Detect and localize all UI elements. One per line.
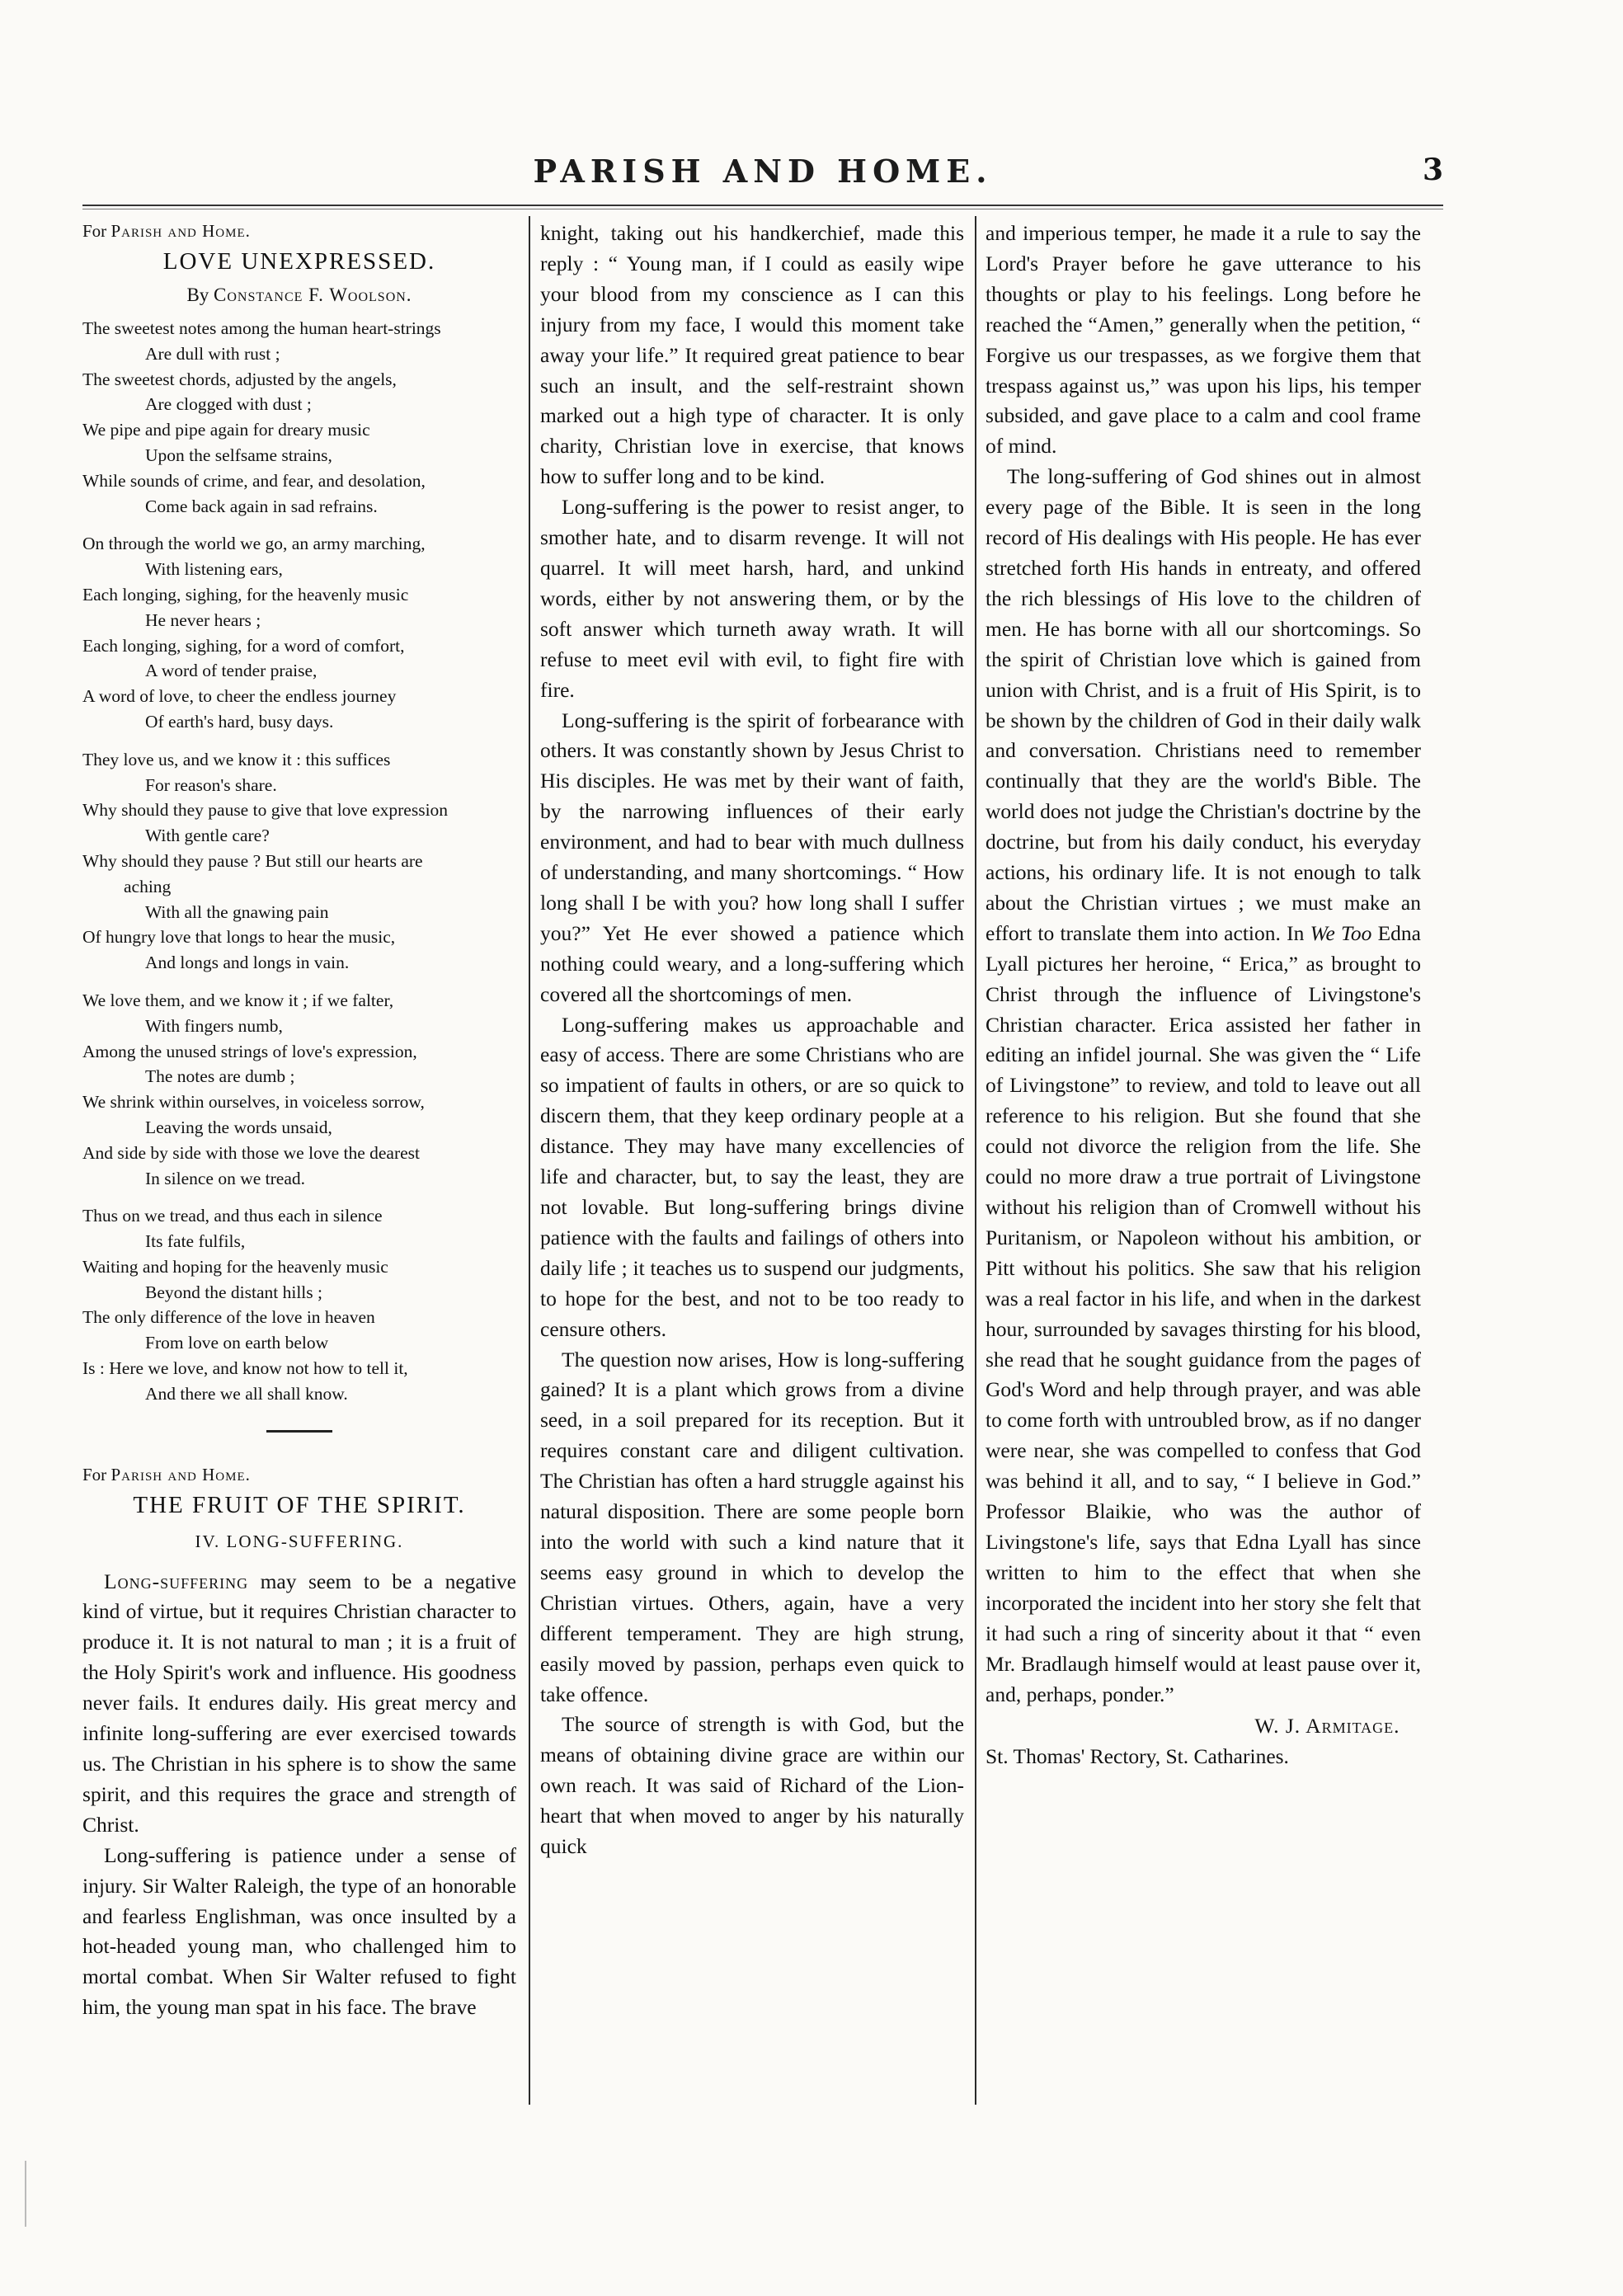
poem-byline (82, 283, 516, 308)
author-location: St. Thomas' Rectory, St. Catharines. (986, 1744, 1289, 1769)
article-paragraph: Long-suffering is patience under a sense of injury. Sir Walter Raleigh, the type of an honorable and fearless Englishman, was once insulted by a hot-headed young man, who challenged him to mortal combat. When Sir Walter refused to fight him, the young man spat in his face. The brave (82, 1842, 516, 2020)
article-paragraph: Long-suffering makes us approachable and easy of access. There are some Christians who are so impatient of faults in others, or are so quick to discern them, that they keep ordinary people at a distance. They may have many excellencies of life and character, but, to say the least, they are not lovable. But long-suffering brings divine patience with the faults and failings of others into daily life ; it teaches us to suspend our judgments, to hope for the best, and not to be too ready to censure others. (540, 1012, 964, 1341)
opening-word: Long-suffering (104, 1569, 249, 1593)
poem-line: The sweetest notes among the human heart-strings (82, 318, 441, 338)
poem-line: Each longing, sighing, for a word of comfort, (82, 635, 405, 656)
poem-line: Waiting and hoping for the heavenly music (82, 1256, 388, 1277)
section-divider (266, 1430, 332, 1433)
poem-line: On through the world we go, an army marching, (82, 534, 426, 554)
poem-line: For reason's share. (145, 774, 277, 795)
page-header (82, 153, 1443, 194)
poem-line: We love them, and we know it ; if we falter, (82, 990, 394, 1010)
article-source-prefix: For (82, 1464, 107, 1484)
poem-line: A word of love, to cheer the endless journey (82, 686, 397, 707)
author-signature (986, 1711, 1421, 1742)
paragraph-text: The long-suffering of God shines out in almost every page of the Bible. It is seen in the long record of His dealings with His people. He has ever stretched forth His hands in entreaty, and offered the rich blessings of His love to the children of men. He has borne with all our shortcomings. So the spirit of Christian love which is gained from union with Christ, and is a fruit of His Spirit, is to be shown by the children of God in their daily walk and conversation. Christians need to remember continually that they are the world's Bible. The world does not judge the Christian's doctrine by the doctrine, but from his daily conduct, his everyday actions, his ordinary life. It is not enough to talk about the Christian virtues ; we must make an effort to translate them into action. In (986, 464, 1421, 945)
poem-line: A word of tender praise, (145, 661, 318, 681)
article-paragraph: Long-suffering is the spirit of forbearance with others. It was constantly shown by Jesus Christ to His disciples. He was met by their want of faith, by the narrowing influences of their early environment, and had to bear with much dullness of understanding, and many shortcomings. “ How long shall I be with you? how long shall I suffer you?” Yet He ever showed a patience which nothing could weary, and a long-suffering which covered all the shortcomings of men. (540, 708, 964, 1006)
poem-line: Come back again in sad refrains. (145, 496, 378, 516)
poem-byline-prefix: By (186, 285, 209, 305)
author-name: W. J. Armitage. (1254, 1714, 1400, 1738)
poem-line: Of hungry love that longs to hear the music, (82, 927, 396, 948)
article-source (82, 1462, 516, 1487)
article-paragraph: knight, taking out his handkerchief, made this reply : “ Young man, if I could as easily wipe your blood from my conscience as I can this injury from my face, I would this moment take away your life.” It required great patience to bear such an insult, and the self-restraint shown marked out a high type of character. It is only charity, Christian love in exercise, that knows how to suffer long and to be kind. (540, 221, 964, 489)
poem-source-prefix: For (82, 221, 107, 241)
poem-stanza-2 (82, 531, 516, 734)
poem-line: From love on earth below (145, 1333, 329, 1353)
poem-source-name: Parish and Home. (111, 221, 251, 241)
poem-line: He never hears ; (145, 609, 261, 630)
column-divider-1 (529, 216, 530, 2105)
poem-line: Upon the selfsame strains, (145, 445, 332, 465)
poem-line: And side by side with those we love the dearest (82, 1142, 421, 1163)
poem-line: We pipe and pipe again for dreary music (82, 420, 370, 440)
poem-line: Leaving the words unsaid, (145, 1117, 332, 1137)
article-paragraph: The source of strength is with God, but the means of obtaining divine grace are within our own reach. It was said of Richard of the Lion-heart that when moved to anger by his naturally quick (540, 1712, 964, 1859)
poem-line: Each longing, sighing, for the heavenly music (82, 584, 409, 605)
poem-line: And longs and longs in vain. (145, 953, 350, 973)
column-2 (540, 219, 964, 1862)
poem-line: They love us, and we know it : this suffices (82, 749, 391, 769)
poem-line: Why should they pause to give that love expression (82, 800, 449, 821)
poem-author: Constance F. Woolson. (214, 285, 412, 305)
poem-stanza-5 (82, 1203, 516, 1406)
poem-line: In silence on we tread. (145, 1168, 306, 1188)
header-rule (82, 205, 1443, 209)
paragraph-text: Edna Lyall pictures her heroine, “ Erica,” as brought to Christ through the influence of Livingstone's Christian character. Erica assisted her father in editing an infidel journal. She was given the “ Life of Livingstone” to review, and told to leave out all reference to his religion. But she found that she could not divorce the religion from the life. She could no more draw a true portrait of Livingstone without his religion than of Cromwell without his Puritanism, or Napoleon without his ambition, or Pitt without his politics. She saw that his religion was a real factor in his life, and when in the darkest hour, surrounded by savages thirsting for his blood, she read that he sought guidance from the pages of God's Word and help through prayer, and was able to come forth with untroubled brow, as if no danger were near, she was compelled to confess that God was behind it all, and to say, “ I believe in God.” Professor Blaikie, who was the author of Livingstone's life, says that Edna Lyall has since written to him to the effect that when she incorporated the incident into her story she felt that it had such a ring of sincerity about it that “ even Mr. Bradlaugh himself would at least pause over it, and, perhaps, ponder.” (986, 920, 1421, 1706)
poem-line: And there we all shall know. (145, 1383, 348, 1404)
poem-line: With fingers numb, (145, 1015, 283, 1036)
poem-line: The only difference of the love in heaven (82, 1307, 375, 1328)
poem-title: LOVE UNEXPRESSED. (162, 248, 436, 275)
poem-stanza-4 (82, 988, 516, 1191)
poem-line: The sweetest chords, adjusted by the angels, (82, 369, 397, 389)
poem-line: Thus on we tread, and thus each in silence (82, 1206, 383, 1226)
poem-stanza-1 (82, 316, 516, 519)
poem-line: With all the gnawing pain (145, 901, 329, 922)
poem-line: Are clogged with dust ; (145, 394, 312, 415)
poem-line: Are dull with rust ; (145, 343, 280, 364)
paragraph-text: may seem to be a negative kind of virtue, but it requires Christian character to produce it. It is not natural to man ; it is a fruit of the Holy Spirit's work and influence. His goodness never fails. It endures daily. His great mercy and infinite long-suffering are ever exercised towards us. The Christian in his sphere is to show the same spirit, and this requires the grace and strength of Christ. (82, 1569, 516, 1837)
poem-line: Beyond the distant hills ; (145, 1282, 322, 1302)
poem-line: Among the unused strings of love's expression, (82, 1041, 417, 1061)
poem-line: Of earth's hard, busy days. (145, 711, 334, 732)
poem-line: Is : Here we love, and know not how to tell it, (82, 1358, 408, 1379)
article-paragraph: Long-suffering is the power to resist anger, to smother hate, and to disarm revenge. It will not quarrel. It will meet harsh, hard, and unkind words, either by not answering them, or by the soft answer which turneth away wrath. It will refuse to meet evil with evil, to fight fire with fire. (540, 495, 964, 702)
poem-line: Why should they pause ? But still our hearts are (82, 850, 423, 871)
article-subtitle: IV. LONG-SUFFERING. (195, 1531, 404, 1551)
article-source-name: Parish and Home. (111, 1464, 251, 1484)
poem-line: We shrink within ourselves, in voiceless sorrow, (82, 1092, 425, 1113)
column-3 (986, 219, 1421, 1772)
column-1 (82, 219, 516, 2023)
poem-line: Its fate fulfils, (145, 1231, 246, 1252)
poem-stanza-3 (82, 747, 516, 976)
article-title: THE FRUIT OF THE SPIRIT. (133, 1491, 466, 1518)
poem-line: With listening ears, (145, 559, 283, 580)
page-number: 3 (1422, 153, 1443, 187)
poem-line: While sounds of crime, and fear, and desolation, (82, 470, 426, 491)
book-title: We Too (1310, 920, 1372, 945)
poem-line: aching (124, 876, 172, 896)
article-paragraph (986, 462, 1421, 1710)
poem-line: With gentle care? (145, 826, 270, 846)
running-title: PARISH AND HOME. (533, 153, 993, 190)
article-paragraph (82, 1567, 516, 1841)
scan-edge-mark (25, 2161, 33, 2227)
column-divider-2 (975, 216, 976, 2105)
poem-line: The notes are dumb ; (145, 1066, 295, 1087)
article-paragraph: and imperious temper, he made it a rule to say the Lord's Prayer before he gave utterance to his thoughts or play to his feelings. Long before he reached the “Amen,” generally when the petition, “ Forgive us our trespasses, as we forgive them that trespass against us,” was upon his lips, his temper subsided, and gave place to a calm and cool frame of mind. (986, 221, 1421, 459)
article-paragraph: The question now arises, How is long-suffering gained? It is a plant which grows from a divine seed, in a soil prepared for its reception. But it requires constant care and diligent cultivation. The Christian has often a hard struggle against his natural disposition. There are some people born into the world with such a kind nature that it seems easy ground in which to develop the Christian virtues. Others, again, have a very different temperament. They are high strung, easily moved by passion, perhaps even quick to take offence. (540, 1347, 964, 1706)
poem-source (82, 219, 516, 243)
